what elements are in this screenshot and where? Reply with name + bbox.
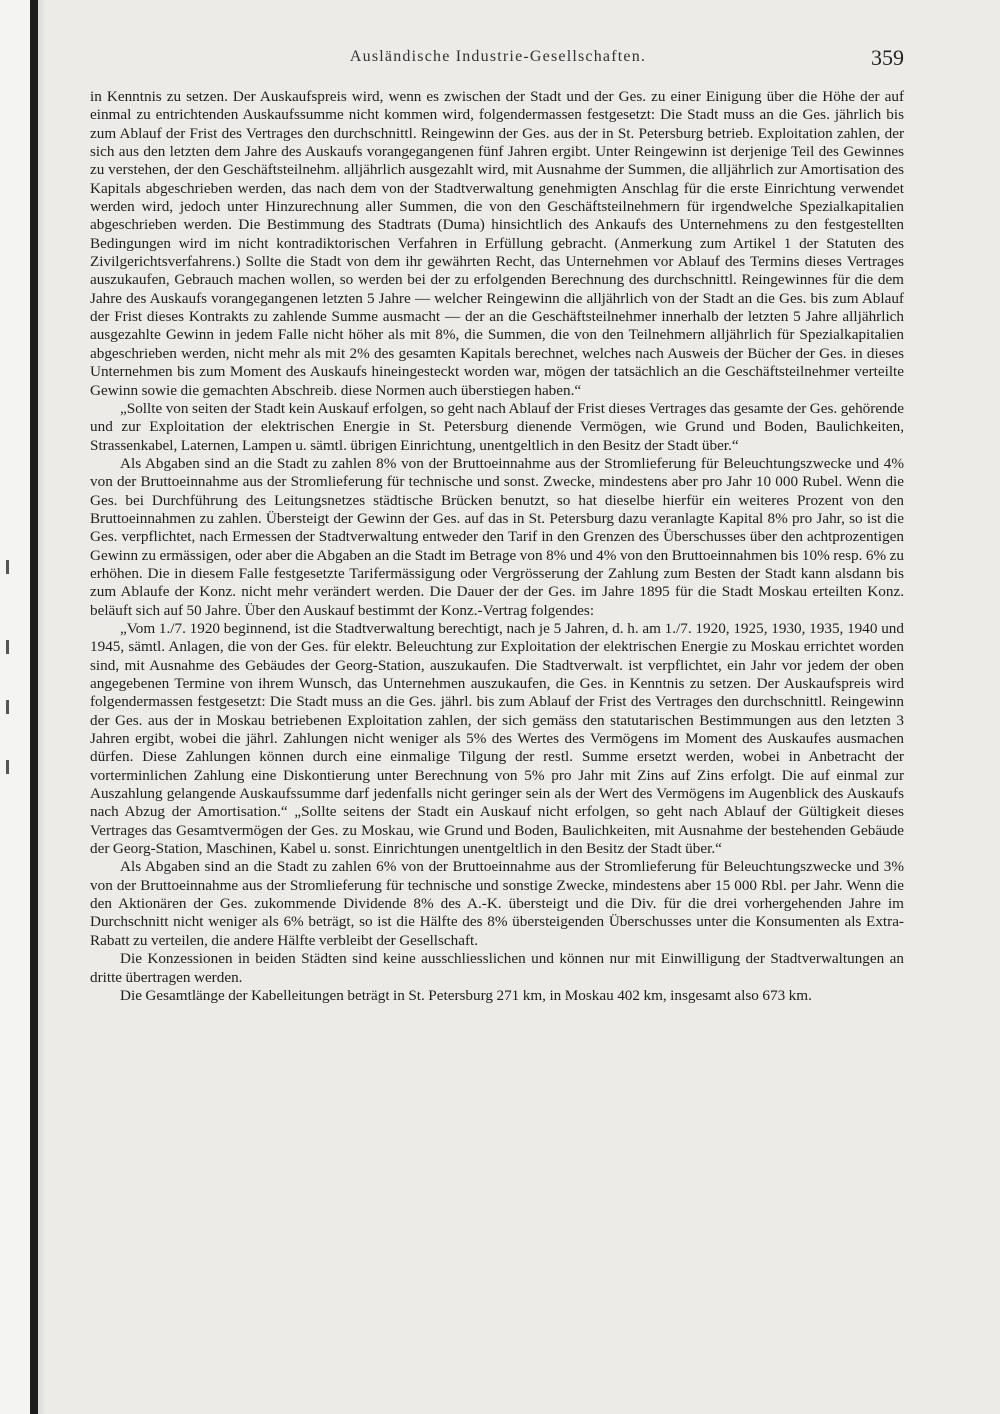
paragraph-5: Als Abgaben sind an die Stadt zu zahlen 6% von der Bruttoeinnahme aus der Stromlieferung für Beleuchtungszwecke und 3% von der Bruttoeinnahme aus der Stromlieferung für technische und sonstige Zwecke, mindestens aber 15 000 Rbl. per Jahr. Wenn die den Aktionären der Ges. zukommende Dividende 8% des A.-K. übersteigt und die Div. für die drei vorhergehenden Jahre im Durchschnitt nicht weniger als 6% beträgt, so ist die Hälfte des 8% übersteigenden Überschusses unter die Konsumenten als Extra-Rabatt zu verteilen, die andere Hälfte verbleibt der Gesellschaft. xyxy=(90,858,904,949)
running-title: Ausländische Industrie-Gesellschaften. xyxy=(349,48,647,65)
paragraph-1: in Kenntnis zu setzen. Der Auskaufspreis wird, wenn es zwischen der Stadt und der Ges. zu einer Einigung über die Höhe der auf einmal zu entrichtenden Auskaufssumme nicht kommen wird, folgendermassen festgesetzt: Die Stadt muss an die Ges. jährlich bis zum Ablauf der Frist des Vertrages den durchschnittl. Reingewinn der Ges. aus der in St. Petersburg betrieb. Exploitation zahlen, der sich aus den letzten dem Jahre des Auskaufs vorangegangenen fünf Jahren ergibt. Unter Reingewinn ist derjenige Teil des Gewinnes zu verstehen, der den Geschäftsteilnehm. alljährlich ausgezahlt wird, mit Ausnahme der Summen, die alljährlich zur Amortisation des Kapitals abgeschrieben werden, das nach dem von der Stadtverwaltung genehmigten Anschlag für die erste Einrichtung verwendet werden wird, jedoch unter Hinzurechnung aller Summen, die von den Geschäftsteilnehmern für irgendwelche Spezialkapitalien abgeschrieben werden. Die Bestimmung des Stadtrats (Duma) hinsichtlich des Ankaufs des Unternehmens zu den festgestellten Bedingungen wird im nicht kontradiktorischen Verfahren in Erfüllung gebracht. (Anmerkung zum Artikel 1 der Statuten des Zivilgerichtsverfahrens.) Sollte die Stadt von dem ihr gewährten Recht, das Unternehmen vor Ablauf des Termins dieses Vertrages auszukaufen, Gebrauch machen wollen, so werden bei der zu erfolgenden Berechnung des durchschnittl. Reingewinnes für die dem Jahre des Auskaufs vorangegangenen letzten 5 Jahre — welcher Reingewinn die alljährlich von der Stadt an die Ges. bis zum Ablauf der Frist dieses Kontrakts zu zahlende Summe ausmacht — der an die Geschäftsteilnehmer innerhalb der letzten 5 Jahre alljährlich ausgezahlte Gewinn in jedem Falle nicht höher als mit 8%, die Summen, die von den Teilnehmern alljährlich für Spezialkapitalien abgeschrieben werden, nicht mehr als mit 2% des gesamten Kapitals berechnet, welches nach Ausweis der Bücher der Ges. in dieses Unternehmen bis zum Moment des Auskaufs hineingesteckt worden war, mögen der tatsächlich an die Geschäftsteilnehmer verteilte Gewinn sowie die gemachten Abschreib. diese Normen auch überstiegen haben.“ xyxy=(90,88,904,399)
paragraph-6: Die Konzessionen in beiden Städten sind keine ausschliesslichen und können nur mit Einwilligung der Stadtverwaltungen an dritte übertragen werden. xyxy=(90,950,904,986)
page-binding-edge xyxy=(0,0,46,1414)
binding-mark xyxy=(6,760,9,774)
binding-mark xyxy=(6,700,9,714)
binding-mark xyxy=(6,560,9,574)
binding-mark xyxy=(6,640,9,654)
paragraph-4: „Vom 1./7. 1920 beginnend, ist die Stadtverwaltung berechtigt, nach je 5 Jahren, d. h. am 1./7. 1920, 1925, 1930, 1935, 1940 und 1945, sämtl. Anlagen, die von der Ges. für elektr. Beleuchtung zur Exploitation der elektrischen Energie zu Moskau errichtet worden sind, mit Ausnahme des Gebäudes der Georg-Station, auszukaufen. Die Stadtverwalt. ist verpflichtet, ein Jahr vor jedem der oben angegebenen Termine von ihrem Wunsch, das Unternehmen auszukaufen, die Ges. in Kenntnis zu setzen. Der Auskaufspreis wird folgendermassen festgesetzt: Die Stadt muss an die Ges. jährl. bis zum Ablauf der Frist des Vertrages den durchschnittl. Reingewinn der Ges. aus der in Moskau betriebenen Exploitation zahlen, der sich gemäss den statutarischen Bestimmungen aus den letzten 3 Jahren ergibt, wobei die jährl. Zahlungen nicht weniger als 5% des Wertes des Vermögens im Moment des Auskaufes ausmachen dürfen. Diese Zahlungen können durch eine einmalige Tilgung der restl. Summe ersetzt werden, wobei in Anbetracht der vorterminlichen Zahlung eine Diskontierung unter Berechnung von 5% pro Jahr mit Zins auf Zins erfolgt. Die auf einmal zur Auszahlung gelangende Auskaufssumme darf jedenfalls nicht geringer sein als der Wert des Vermögens im Augenblick des Auskaufs nach Abzug der Amortisation.“ „Sollte seitens der Stadt ein Auskauf nicht erfolgen, so geht nach Ablauf der Gültigkeit dieses Vertrages das Gesamtvermögen der Ges. zu Moskau, wie Grund und Boden, Baulichkeiten, mit Ausnahme der bestehenden Gebäude der Georg-Station, Maschinen, Kabel u. sonst. Einrichtungen unentgeltlich in den Besitz der Stadt über.“ xyxy=(90,619,904,858)
paragraph-7: Die Gesamtlänge der Kabelleitungen beträgt in St. Petersburg 271 km, in Moskau 402 km, insgesamt also 673 km. xyxy=(120,986,812,1004)
paragraph-3: Als Abgaben sind an die Stadt zu zahlen 8% von der Bruttoeinnahme aus der Stromlieferung für Beleuchtungszwecke und 4% von der Bruttoeinnahme aus der Stromlieferung für technische und sonst. Zwecke, mindestens aber pro Jahr 10 000 Rubel. Wenn die Ges. bei Durchführung des Leitungsnetzes städtische Brücken benutzt, so hat dieselbe hierfür ein weiteres Prozent von den Bruttoeinnahmen zu zahlen. Übersteigt der Gewinn der Ges. auf das in St. Petersburg dazu veranlagte Kapital 8% pro Jahr, so ist die Ges. verpflichtet, nach Ermessen der Stadtverwaltung entweder den Tarif in den Grenzen des Überschusses über den achtprozentigen Gewinn zu ermässigen, oder aber die Abgaben an die Stadt im Betrage von 8% und 4% von den Bruttoeinnahmen bis 10% resp. 6% zu erhöhen. Die in diesem Falle festgesetzte Tarifermässigung oder Vergrösserung der Zahlung zum Besten der Stadt kann alsdann bis zum Ablaufe der Konz. nicht mehr verändert werden. Die Dauer der der Ges. im Jahre 1895 für die Stadt Moskau erteilten Konz. beläuft sich auf 50 Jahre. Über den Auskauf bestimmt der Konz.-Vertrag folgendes: xyxy=(90,454,904,619)
page-header xyxy=(88,45,908,78)
page-body xyxy=(90,88,904,1005)
page-number: 359 xyxy=(871,45,904,70)
paragraph-2: „Sollte von seiten der Stadt kein Auskauf erfolgen, so geht nach Ablauf der Frist dieses Vertrages das gesamte der Ges. gehörende und zur Exploitation der elektrischen Energie in St. Petersburg dienende Vermögen, wie Grund und Boden, Baulichkeiten, Strassenkabel, Laternen, Lampen u. sämtl. übrigen Einrichtung, unentgeltlich in den Besitz der Stadt über.“ xyxy=(90,399,904,454)
